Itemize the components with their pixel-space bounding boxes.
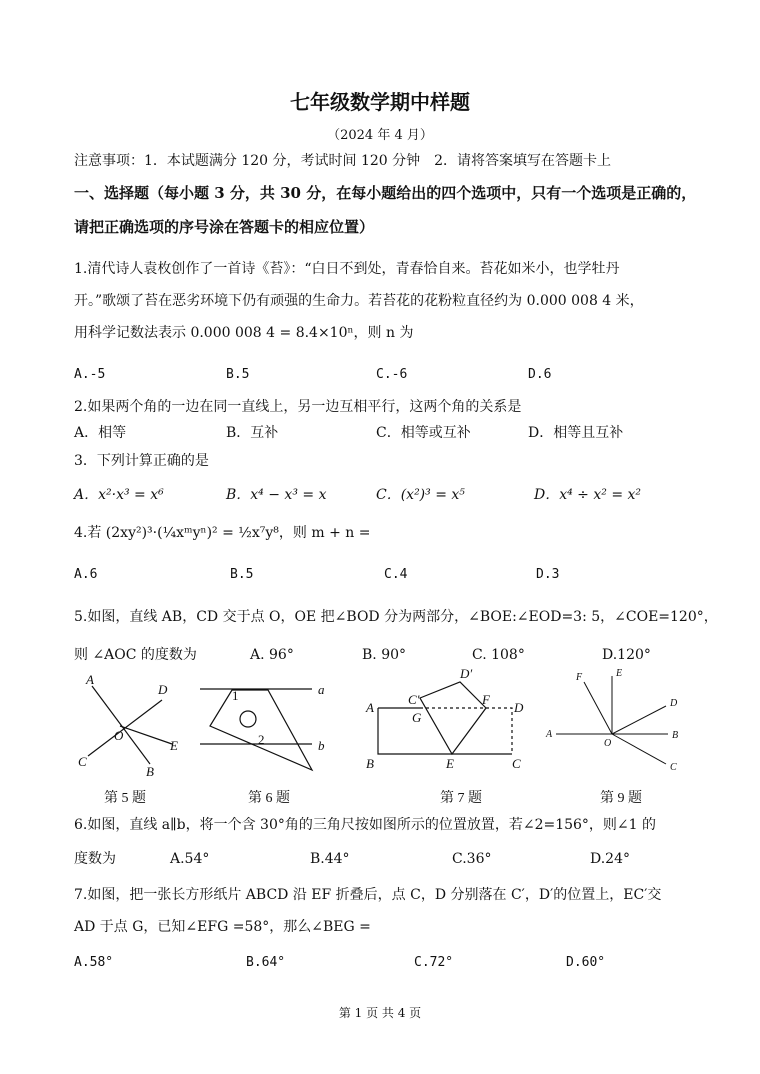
- fig9-label-c: C: [670, 762, 677, 773]
- q2-option-a[interactable]: A．相等: [74, 425, 127, 441]
- fig9-caption: 第 9 题: [600, 791, 642, 804]
- fig5-label-o: O: [114, 728, 124, 743]
- fig9-label-f: F: [576, 672, 583, 683]
- fig7-caption: 第 7 题: [440, 791, 482, 804]
- q6-option-c[interactable]: C.36°: [452, 851, 492, 867]
- fig5-label-c: C: [78, 754, 87, 769]
- fig7-label-f: F: [482, 692, 490, 707]
- q1-option-a[interactable]: A.-5: [74, 367, 106, 382]
- notice-text: 注意事项：1．本试题满分 120 分，考试时间 120 分钟 2．请将答案填写在答题卡上: [74, 153, 612, 169]
- q4-option-a[interactable]: A.6: [74, 567, 98, 582]
- q7-option-a[interactable]: A.58°: [74, 955, 114, 970]
- q5-line2: 则 ∠AOC 的度数为: [74, 647, 197, 663]
- q6-option-d[interactable]: D.24°: [590, 851, 630, 867]
- section-heading-line2: 请把正确选项的序号涂在答题卡的相应位置）: [74, 218, 375, 236]
- fig5-label-a: A: [86, 672, 94, 687]
- q4-stem: 4.若 (2xy²)³·(¼xᵐyⁿ)² = ½x⁷y⁸，则 m + n =: [74, 525, 371, 541]
- fig9-label-e: E: [616, 668, 623, 679]
- q1-line2: 开。”歌颂了苔在恶劣环境下仍有顽强的生命力。若苔花的花粉粒直径约为 0.000 008 4 米，: [74, 293, 644, 309]
- q2-stem: 2.如果两个角的一边在同一直线上，另一边互相平行，这两个角的关系是: [74, 399, 522, 415]
- q5-option-d[interactable]: D.120°: [602, 647, 651, 663]
- q7-option-b[interactable]: B.64°: [246, 955, 286, 970]
- q5-option-b[interactable]: B. 90°: [362, 647, 407, 663]
- fig7-label-d: D: [514, 700, 524, 715]
- page-footer: 第 1 页 共 4 页: [338, 1006, 422, 1020]
- fig5-caption: 第 5 题: [104, 791, 146, 804]
- q5-option-a[interactable]: A. 96°: [250, 647, 294, 663]
- fig7-label-a: A: [366, 700, 374, 715]
- fig6-label-b: b: [318, 738, 325, 753]
- q5-option-c[interactable]: C. 108°: [472, 647, 525, 663]
- fig9-label-o: O: [604, 738, 612, 749]
- q3-option-b[interactable]: B．x⁴ − x³ = x: [226, 487, 327, 503]
- q3-option-a[interactable]: A．x²·x³ = x⁶: [74, 487, 164, 503]
- figure-7: [378, 682, 512, 754]
- fig7-label-d-prime: D′: [460, 666, 473, 681]
- fig7-label-b: B: [366, 756, 374, 771]
- fig7-label-c-prime: C′: [408, 692, 420, 707]
- q1-option-c[interactable]: C.-6: [376, 367, 408, 382]
- fig6-label-a: a: [318, 682, 325, 697]
- q2-option-b[interactable]: B．互补: [226, 425, 279, 441]
- fig6-caption: 第 6 题: [248, 791, 290, 804]
- page-title: 七年级数学期中样题: [290, 90, 470, 114]
- q2-option-c[interactable]: C．相等或互补: [376, 425, 471, 441]
- figure-5: [88, 686, 172, 764]
- figure-6: [200, 689, 312, 770]
- fig5-label-d: D: [158, 682, 168, 697]
- q1-option-b[interactable]: B.5: [226, 367, 250, 382]
- q7-option-d[interactable]: D.60°: [566, 955, 606, 970]
- q7-line1: 7.如图，把一张长方形纸片 ABCD 沿 EF 折叠后，点 C，D 分别落在 C′，D′的位置上，EC′交: [74, 887, 662, 903]
- fig6-label-2: 2: [258, 732, 265, 747]
- q7-line2: AD 于点 G，已知∠EFG =58°，那么∠BEG =: [74, 919, 371, 935]
- fig9-label-a: A: [546, 729, 553, 740]
- fig5-label-b: B: [146, 764, 154, 779]
- figures-row: [0, 664, 760, 804]
- q1-line1: 1.清代诗人袁枚创作了一首诗《苔》：“白日不到处，青春恰自来。苔花如米小，也学牡丹: [74, 261, 620, 277]
- q4-option-c[interactable]: C.4: [384, 567, 408, 582]
- q6-option-b[interactable]: B.44°: [310, 851, 350, 867]
- q5-line1: 5.如图，直线 AB，CD 交于点 O，OE 把∠BOD 分为两部分，∠BOE:∠EOD=3: 5，∠COE=120°，: [74, 609, 718, 625]
- q3-option-c[interactable]: C．(x²)³ = x⁵: [376, 487, 465, 503]
- fig5-label-e: E: [170, 738, 178, 753]
- q6-option-a[interactable]: A.54°: [170, 851, 210, 867]
- q3-option-d[interactable]: D．x⁴ ÷ x² = x²: [534, 487, 642, 503]
- fig9-label-d: D: [670, 698, 678, 709]
- section-heading-line1: 一、选择题（每小题 3 分，共 30 分，在每小题给出的四个选项中，只有一个选项是正确的，: [74, 184, 697, 202]
- fig7-label-e: E: [446, 756, 454, 771]
- fig7-label-g: G: [412, 710, 422, 725]
- figure-9: [556, 676, 668, 764]
- fig7-label-c: C: [512, 756, 521, 771]
- q2-option-d[interactable]: D．相等且互补: [528, 425, 624, 441]
- q4-option-d[interactable]: D.3: [536, 567, 560, 582]
- q4-option-b[interactable]: B.5: [230, 567, 254, 582]
- q1-option-d[interactable]: D.6: [528, 367, 552, 382]
- q6-line1: 6.如图，直线 a∥b，将一个含 30°角的三角尺按如图所示的位置放置，若∠2=156°，则∠1 的: [74, 817, 657, 833]
- exam-date: （2024 年 4 月）: [327, 128, 433, 143]
- fig6-label-1: 1: [232, 688, 239, 703]
- q3-stem: 3．下列计算正确的是: [74, 453, 209, 469]
- q6-line2: 度数为: [74, 851, 116, 867]
- fig9-label-b: B: [672, 730, 679, 741]
- q7-option-c[interactable]: C.72°: [414, 955, 454, 970]
- q1-line3: 用科学记数法表示 0.000 008 4 = 8.4×10ⁿ，则 n 为: [74, 325, 414, 341]
